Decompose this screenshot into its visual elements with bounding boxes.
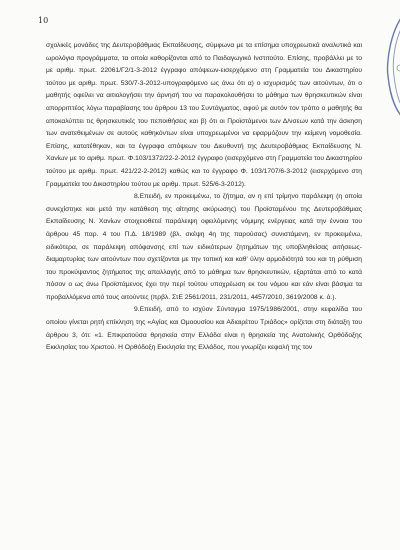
- paragraph-8: 8.Επειδή, εν προκειμένω, το ζήτημα, αν η επί τρίμηνο παράλειψη (η οποία συνεχίστηκε και μετά την κατάθεση της αίτησης ακύρωσης) του Προϊσταμένου της Δευτεροβάθμιας Εκπαίδευσης Ν. Χανίων στοιχειοθετεί παράλειψη οφειλόμενης νόμιμης ενέργειας κατά την έννοια του άρθρου 45 παρ. 4 του Π.Δ. 18/1989 (βλ. σκέψη 4η της παρούσας) συνιστάμενη, εν προκειμένω, ειδικότερα, σε παράλειψη απόφανσης επί των ειδικότερων ζητημάτων της υποβληθείσας αιτήσεως-διαμαρτυρίας των αιτούντων που σχετίζονται με την τοπική και καθ' ύλην αρμοδιότητά του και τη ρύθμιση του προκύψαντος ζητήματος της απαλλαγής από το μάθημα των θρησκευτικών, εξαρτάται από το κατά πόσον ο ως άνω Προϊστάμενος έχει την περί τούτου υποχρέωση εκ του νόμου και εάν είναι βάσιμα τα προβαλλόμενα από τους αιτούντες (πρβλ. ΣτΕ 2561/2011, 231/2011, 4457/2010, 3619/2008 κ. ά.).: [46, 193, 362, 301]
- page-number: 10: [38, 16, 49, 25]
- document-body: [46, 40, 362, 355]
- paragraph-9: 9.Επειδή, από το ισχύον Σύνταγμα 1975/1986/2001, στην κεφαλίδα του οποίου γίνεται ρητή επίκληση της «Αγίας και Ομοουσίου και Αδιαιρέτου Τριάδος» ορίζεται στη διάταξη του άρθρου 3, ότι: «1. Επικρατούσα θρησκεία στην Ελλάδα είναι η θρησκεία της Ανατολικής Ορθόδοξης Εκκλησίας του Χριστού. Η Ορθόδοξη Εκκλησία της Ελλάδος, που γνωρίζει κεφαλή της τον: [46, 306, 362, 352]
- court-stamp-seal: [384, 6, 400, 124]
- paragraph-continued: σχολικές μονάδες της Δευτεροβάθμιας Εκπαίδευσης, σύμφωνα με τα επίσημα υποχρεωτικά αναλυτικά και ωρολόγια προγράμματα, τα οποία καθορίζονται από το Παιδαγωγικό Ινστιτούτο. Επίσης, προβάλλει με το με αριθμ. πρωτ. 22061/Γ2/1-3-2012 έγγραφο απόψεων-εισερχόμενο στη Γραμματεία του Δικαστηρίου τούτου με αριθμ. πρωτ. 530/7-3-2012-υπογραφόμενο ως άνω ότι α) ο ισχυρισμός των αιτούντων, ότι ο μαθητής οφείλει να αιτιολογήσει την άρνησή του να παρακολουθήσει το μάθημα των θρησκευτικών είναι απορριπτέος λόγω παραβίασης του άρθρου 13 του Συντάγματος, αφού με αυτόν τον τρόπο ο μαθητής θα αποκαλύπτει τις θρησκευτικές του πεποιθήσεις και β) ότι οι Προϊστάμενοι των Δ/νσεων κατά την άσκηση των ανατεθειμένων σε αυτούς καθηκόντων είναι υποχρεωμένοι να εφαρμόζουν την κείμενη νομοθεσία. Επίσης, κατατέθηκαν, και τα έγγραφα απόψεων του Διευθυντή της Δευτεροβάθμιας Εκπαίδευσης Ν. Χανίων με το αριθμ. πρωτ. Φ.103/1372/22-2-2012 έγγραφο (εισερχόμενο στη Γραμματεία του Δικαστηρίου τούτου με αριθμ. πρωτ. 421/22-2-2012) καθώς και το έγγραφο Φ. 103/1707/6-3-2012 (εισερχόμενο στη Γραμματεία του Δικαστηρίου τούτου με αριθμ. πρωτ. 525/6-3-2012).: [46, 42, 362, 188]
